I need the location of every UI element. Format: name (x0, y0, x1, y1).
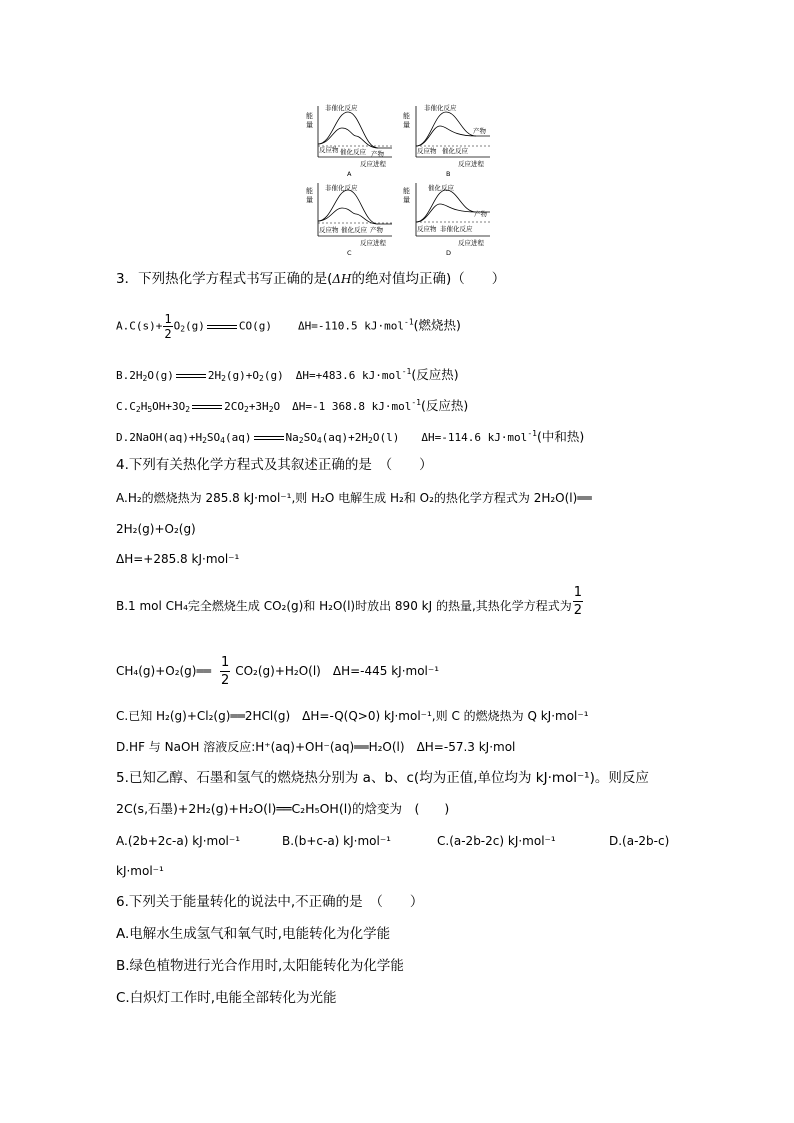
q3-d-sub2: 4 (220, 436, 225, 445)
q3-option-a (116, 312, 461, 341)
q3-c-unit-sup: -1 (411, 398, 421, 407)
q3-d-mid: SO (206, 431, 221, 444)
q3-d-sub4: 4 (316, 436, 322, 445)
q3-c-pre: C.C (116, 400, 136, 413)
q4-option-a-line1: A.H₂的燃烧热为 285.8 kJ·mol⁻¹,则 H₂O 电解生成 H₂和 O₂的热化学方程式为 2H₂O(l)══ (116, 491, 592, 505)
diagram-b-ylabel-top: 能 (403, 112, 410, 120)
q6-option-a: A.电解水生成氢气和氧气时,电能转化为化学能 (116, 926, 391, 942)
q4-option-a-line2: 2H₂(g)+O₂(g) (116, 522, 196, 536)
diagram-a (306, 103, 392, 178)
q3-a-pre: A.C(s)+ (116, 319, 163, 333)
q3-d-sub5: 2 (368, 436, 373, 445)
q3-c-dh: ΔH=-1 368.8 kJ·mol (292, 400, 412, 413)
diagram-a-uncat-label: 非催化反应 (325, 104, 358, 112)
q3-a-frac-num: 1 (164, 312, 172, 326)
q3-a-prod: CO(g) (238, 319, 273, 333)
q3-b-sub3: 2 (259, 374, 264, 383)
q5-stem-line2: 2C(s,石墨)+2H₂(g)+H₂O(l)══C₂H₅OH(l)的焓变为 ( ) (116, 801, 450, 816)
q4-b-frac-den: 2 (573, 603, 583, 618)
diagram-c-letter: C (347, 249, 352, 257)
q3-c-prod: 2CO (224, 400, 244, 413)
q3-a-equals (207, 325, 237, 329)
diagram-a-product-label: 产物 (371, 150, 384, 158)
q6-option-c: C.白炽灯工作时,电能全部转化为光能 (116, 990, 337, 1006)
q5-option-c: C.(a-2b-2c) kJ·mol⁻¹ (437, 834, 556, 848)
q3-a-o2: O (173, 319, 181, 333)
q3-b-sub1: 2 (142, 374, 148, 383)
q3-b-dh: ΔH=+483.6 kJ·mol (295, 369, 402, 382)
q3-b-prod: 2H (207, 369, 222, 382)
q3-c-mid: H (140, 400, 148, 413)
diagram-b-uncat-label: 非催化反应 (424, 104, 457, 112)
diagram-a-xlabel: 反应进程 (360, 160, 386, 168)
q5-option-b: B.(b+c-a) kJ·mol⁻¹ (282, 834, 391, 848)
q3-a-dh: ΔH=-110.5 kJ·mol (298, 319, 405, 333)
diagram-d-uncat-label: 非催化反应 (440, 225, 473, 233)
q4-b2-fraction (220, 654, 230, 689)
diagram-a-letter: A (347, 170, 352, 178)
diagram-d-product-label: 产物 (474, 210, 487, 218)
q3-d-prod2: SO (303, 431, 317, 444)
q3-a-unit-sup: -1 (404, 317, 414, 327)
diagram-b-letter: B (446, 170, 451, 178)
diagram-d-xlabel: 反应进程 (458, 239, 484, 247)
diagram-d-ylabel-top: 能 (403, 187, 410, 195)
diagram-c-reactant-label: 反应物 (319, 226, 339, 234)
q3-stem-tail: 的绝对值均正确)（ ） (351, 271, 506, 287)
q3-d-prod3: (aq)+2H (321, 431, 369, 444)
q3-c-prod2: +3H (248, 400, 269, 413)
q5-option-d: D.(a-2b-c) (609, 834, 670, 848)
q3-b-sub2: 2 (221, 374, 226, 383)
q3-a-fraction (163, 312, 172, 341)
q4-option-b-line2 (116, 654, 439, 689)
diagram-c-product-label: 产物 (370, 226, 383, 234)
q3-d-note: (中和热) (536, 429, 585, 444)
diagram-b-cat-label: 催化反应 (442, 147, 468, 155)
q4-option-c: C.已知 H₂(g)+Cl₂(g)══2HCl(g) ΔH=-Q(Q>0) kJ·mol⁻¹,则 C 的燃烧热为 Q kJ·mol⁻¹ (116, 709, 589, 723)
q3-c-note: (反应热) (421, 398, 469, 413)
q4-b2-frac-num: 1 (220, 655, 230, 670)
q4-b-frac-num: 1 (573, 585, 583, 600)
q6-stem: 6.下列关于能量转化的说法中,不正确的是 （ ） (116, 894, 424, 910)
q3-c-sub2: 5 (147, 405, 153, 414)
diagram-c-ylabel-bot: 量 (306, 196, 313, 204)
q3-d-prod: Na (285, 431, 299, 444)
diagram-a-cat-label: 催化反应 (340, 148, 366, 156)
q3-b-pre: B.2H (116, 369, 143, 382)
q3-b-note: (反应热) (411, 367, 459, 382)
q3-c-equals (192, 405, 222, 409)
q3-option-c (116, 395, 468, 418)
diagram-d-reactant-label: 反应物 (417, 225, 437, 233)
q3-c-sub1: 2 (135, 405, 141, 414)
q4-option-b-line1 (116, 585, 584, 619)
diagram-c-ylabel-top: 能 (306, 187, 313, 195)
diagram-a-ylabel-top: 能 (306, 112, 313, 120)
q3-b-prod2: (g)+O (225, 369, 260, 382)
diagram-d-cat-label: 催化反应 (428, 184, 454, 192)
q3-a-note: (燃烧热) (413, 317, 461, 333)
diagram-a-reactant-label: 反应物 (319, 146, 339, 154)
q6-option-b: B.绿色植物进行光合作用时,太阳能转化为化学能 (116, 958, 404, 974)
q3-d-dh: ΔH=-114.6 kJ·mol (421, 431, 528, 444)
q5-option-d-unit: kJ·mol⁻¹ (116, 864, 164, 878)
diagram-b-reactant-label: 反应物 (417, 147, 437, 155)
q4-option-a-line3: ΔH=+285.8 kJ·mol⁻¹ (116, 552, 240, 566)
q3-c-prod3: O (273, 400, 281, 413)
q3-b-unit-sup: -1 (401, 367, 412, 376)
diagram-b (403, 103, 490, 178)
q4-b2-frac-den: 2 (220, 673, 230, 688)
diagram-c (306, 183, 392, 257)
diagram-c-xlabel: 反应进程 (360, 239, 386, 247)
q3-c-mid2: OH+3O (152, 400, 186, 413)
q4-b-text: B.1 mol CH₄完全燃烧生成 CO₂(g)和 H₂O(l)时放出 890 kJ 的热量,其热化学方程式为 (116, 599, 572, 613)
diagram-b-ylabel-bot: 量 (403, 121, 410, 129)
q3-d-unit-sup: -1 (527, 429, 537, 438)
q3-b-equals (176, 374, 206, 378)
diagram-b-product-label: 产物 (473, 127, 486, 135)
q3-b-prod3: (g) (263, 369, 284, 382)
q5-option-a: A.(2b+2c-a) kJ·mol⁻¹ (116, 834, 241, 848)
diagram-a-ylabel-bot: 量 (306, 121, 313, 129)
q3-d-sub3: 2 (298, 436, 304, 445)
diagram-d (403, 183, 490, 257)
q5-stem-line1: 5.已知乙醇、石墨和氢气的燃烧热分别为 a、b、c(均为正值,单位均为 kJ·mol⁻¹)。则反应 (116, 770, 649, 786)
q4-option-d: D.HF 与 NaOH 溶液反应:H⁺(aq)+OH⁻(aq)══H₂O(l) ΔH=-57.3 kJ·mol (116, 740, 516, 754)
diagram-d-letter: D (446, 249, 452, 257)
q3-c-sub4: 2 (243, 405, 249, 414)
q3-a-frac-den: 2 (164, 327, 172, 341)
q3-d-pre: D.2NaOH(aq)+H (116, 431, 203, 444)
q3-option-d (116, 426, 584, 449)
diagram-b-xlabel: 反应进程 (458, 160, 484, 168)
q3-c-sub5: 2 (268, 405, 274, 414)
q4-b2-post: CO₂(g)+H₂O(l) ΔH=-445 kJ·mol⁻¹ (235, 664, 440, 678)
q3-d-mid2: (aq) (225, 431, 252, 444)
q3-a-o2-sub: 2 (180, 324, 186, 334)
q3-dh-symbol: ΔH (332, 272, 352, 286)
q3-b-mid: O(g) (147, 369, 174, 382)
q4-b2-pre: CH₄(g)+O₂(g)══ (116, 664, 211, 678)
q3-d-sub1: 2 (202, 436, 207, 445)
q3-c-sub3: 2 (185, 405, 191, 414)
diagram-c-uncat-label: 非催化反应 (325, 184, 358, 192)
q4-stem: 4.下列有关热化学方程式及其叙述正确的是 （ ） (116, 457, 433, 473)
diagram-c-cat-label: 催化反应 (341, 226, 367, 234)
q4-b-fraction (573, 584, 583, 619)
q3-stem (116, 271, 505, 287)
diagram-d-ylabel-bot: 量 (403, 196, 410, 204)
q3-d-prod4: O(l) (372, 431, 400, 444)
q3-stem-text: 3．下列热化学方程式书写正确的是( (116, 271, 333, 287)
q3-d-equals (254, 436, 284, 440)
q3-a-post: (g) (185, 319, 205, 333)
q3-option-b (116, 364, 459, 387)
